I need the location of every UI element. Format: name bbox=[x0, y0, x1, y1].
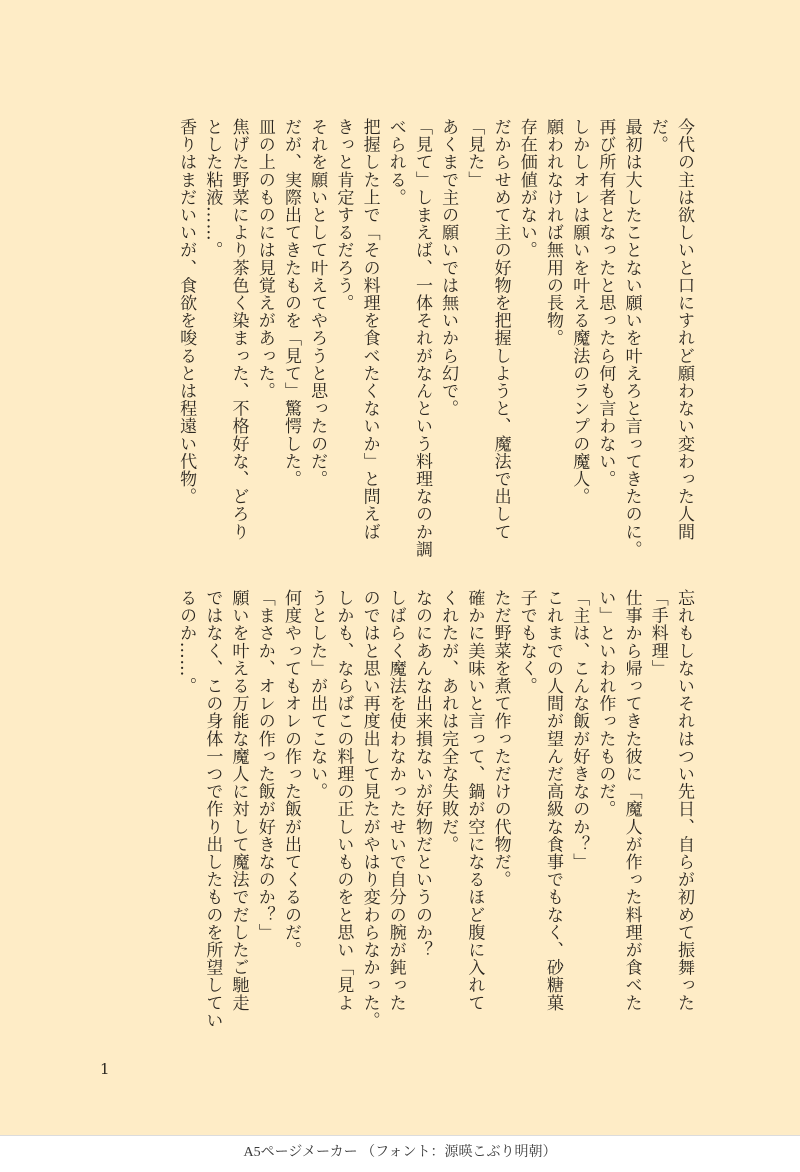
text-line: きっと肯定するだろう。 bbox=[333, 118, 354, 312]
text-line: 「見た」 bbox=[464, 118, 485, 189]
text-line: とした粘液……。 bbox=[202, 118, 223, 259]
text-line: 子でもなく。 bbox=[516, 589, 537, 695]
text-line: しかしオレは願いを叶える魔法のランプの魔人。 bbox=[569, 118, 590, 506]
text-line: るのか……。 bbox=[176, 589, 197, 695]
text-line: しばらく魔法を使わなかったせいで自分の腕が鈍った bbox=[385, 589, 406, 1012]
text-line: 「見て」しまえば、一体それがなんという料理なのか調 bbox=[411, 118, 432, 558]
text-line: 皿の上のものには見覚えがあった。 bbox=[254, 118, 275, 400]
text-line: しかも、ならばこの料理の正しいものをと思い「見よ bbox=[333, 589, 354, 1012]
text-line: だからせめて主の好物を把握しようと、魔法で出して bbox=[490, 118, 511, 541]
text-line: くれたが、あれは完全な失敗だ。 bbox=[438, 589, 459, 853]
text-line: 忘れもしないそれはつい先日、自らが初めて振舞った bbox=[674, 589, 694, 1012]
text-line: だが、実際出てきたものを「見て」驚愕した。 bbox=[280, 118, 301, 488]
text-block-top bbox=[173, 118, 697, 558]
text-line: 焦げた野菜により茶色く染まった、不格好な、どろり bbox=[228, 118, 249, 541]
text-line: 再び所有者となったと思ったら何も言わない。 bbox=[595, 118, 616, 488]
text-line: 願いを叶える万能な魔人に対して魔法でだしたご馳走 bbox=[228, 589, 249, 1012]
text-line: あくまで主の願いでは無いから幻で。 bbox=[438, 118, 459, 418]
text-line: べられる。 bbox=[385, 118, 406, 206]
text-line: 存在価値がない。 bbox=[516, 118, 537, 259]
text-line: それを願いとして叶えてやろうと思ったのだ。 bbox=[307, 118, 328, 488]
text-line: のではと思い再度出して見たがやはり変わらなかった。 bbox=[359, 589, 380, 1029]
text-line: 今代の主は欲しいと口にすれど願わない変わった人間 bbox=[674, 118, 694, 541]
text-line: うとした」が出てこない。 bbox=[307, 589, 328, 801]
text-line: これまでの人間が望んだ高級な食事でもなく、砂糖菓 bbox=[542, 589, 563, 1012]
text-line: い」といわれ作ったものだ。 bbox=[595, 589, 616, 818]
text-block-bottom bbox=[173, 589, 697, 1029]
text-line: ではなく、この身体一つで作り出したものを所望してい bbox=[202, 589, 223, 1029]
page-number: 1 bbox=[100, 1060, 110, 1078]
text-line: 「手料理」 bbox=[647, 589, 668, 677]
text-line: 最初は大したことない願いを叶えろと言ってきたのに。 bbox=[621, 118, 642, 558]
text-line: なのにあんな出来損ないが好物だというのか？ bbox=[411, 589, 432, 959]
text-line: ただ野菜を煮て作っただけの代物だ。 bbox=[490, 589, 511, 889]
text-line: 把握した上で「その料理を食べたくないか」と問えば bbox=[359, 118, 380, 541]
text-line: 確かに美味いと言って、鍋が空になるほど腹に入れて bbox=[464, 589, 485, 1012]
footer-caption: A5ページメーカー （フォント：源暎こぶり明朝） bbox=[0, 1135, 800, 1172]
text-line: 香りはまだいいが、食欲を唆るとは程遠い代物。 bbox=[176, 118, 197, 506]
text-line: 何度やってもオレの作った飯が出てくるのだ。 bbox=[280, 589, 301, 959]
text-line: 「主は、こんな飯が好きなのか？」 bbox=[569, 589, 590, 871]
text-line: だ。 bbox=[647, 118, 668, 154]
text-line: 「まさか、オレの作った飯が好きなのか？」 bbox=[254, 589, 275, 941]
text-line: 仕事から帰ってきた彼に「魔人が作った料理が食べた bbox=[621, 589, 642, 1012]
text-line: 願われなければ無用の長物。 bbox=[542, 118, 563, 347]
